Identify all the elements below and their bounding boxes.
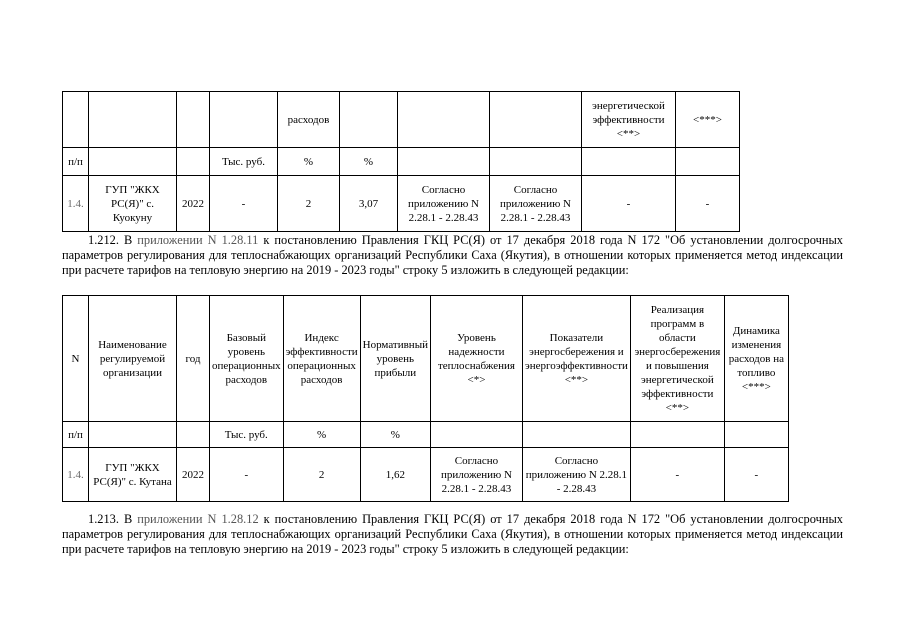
header-cell: Наименование регулируемой организации [89, 296, 177, 422]
unit-cell: % [340, 148, 398, 176]
unit-cell [89, 148, 177, 176]
unit-cell [582, 148, 676, 176]
unit-cell [630, 422, 724, 448]
organization-name: ГУП "ЖКХ РС(Я)" с. Куокуну [89, 176, 177, 232]
table-units-row [63, 148, 740, 176]
header-cell: Динамика изменения расходов на топливо <***> [724, 296, 788, 422]
base-cost-cell: - [210, 448, 284, 502]
header-cell: Базовый уровень операционных расходов [210, 296, 284, 422]
header-cell [340, 92, 398, 148]
fuel-dynamics-cell: - [676, 176, 740, 232]
table-kutana [62, 295, 789, 502]
table-units-row [63, 422, 789, 448]
header-cell [398, 92, 490, 148]
unit-cell: % [360, 422, 430, 448]
header-cell: расходов [278, 92, 340, 148]
program-cell: - [582, 176, 676, 232]
unit-cell [490, 148, 582, 176]
organization-name: ГУП "ЖКХ РС(Я)" с. Кутана [89, 448, 177, 502]
table-continuation [62, 91, 740, 232]
appendix-link[interactable]: приложении N 1.28.12 [137, 512, 259, 526]
paragraph-prefix: 1.212. В [88, 233, 138, 247]
efficiency-index-cell: 2 [278, 176, 340, 232]
base-cost-cell: - [210, 176, 278, 232]
header-cell: Реализация программ в области энергосбережения и повышения энергетической эффективности <**> [630, 296, 724, 422]
paragraph-text: к постановлению Правления ГКЦ РС(Я) от 17 декабря 2018 года N 172 "Об установлении долгосрочных параметров регулирования для теплоснабжающих организаций Республики Саха (Якутия), в отношении которых применяется метод индексации при расчете тарифов на тепловую энергию на 2019 - 2023 годы" строку 5 изложить в следующей редакции: [62, 233, 843, 277]
unit-cell: % [278, 148, 340, 176]
unit-cell: п/п [63, 148, 89, 176]
header-cell [63, 92, 89, 148]
header-cell [89, 92, 177, 148]
header-cell [210, 92, 278, 148]
unit-cell [177, 148, 210, 176]
profit-level-cell: 1,62 [360, 448, 430, 502]
unit-cell [177, 422, 210, 448]
energy-saving-cell: Согласно приложению N 2.28.1 - 2.28.43 [490, 176, 582, 232]
paragraph-prefix: 1.213. В [88, 512, 138, 526]
unit-cell: Тыс. руб. [210, 422, 284, 448]
unit-cell: Тыс. руб. [210, 148, 278, 176]
unit-cell [522, 422, 630, 448]
profit-level-cell: 3,07 [340, 176, 398, 232]
header-cell: энергетической эффективности <**> [582, 92, 676, 148]
row-number: 1.4. [63, 448, 89, 502]
row-number: 1.4. [63, 176, 89, 232]
header-cell: N [63, 296, 89, 422]
unit-cell: п/п [63, 422, 89, 448]
reliability-cell: Согласно приложению N 2.28.1 - 2.28.43 [398, 176, 490, 232]
header-cell [490, 92, 582, 148]
header-cell: Показатели энергосбережения и энергоэффективности <**> [522, 296, 630, 422]
paragraph-1-212 [62, 233, 843, 278]
header-cell: Нормативный уровень прибыли [360, 296, 430, 422]
table-header-row [63, 296, 789, 422]
year-cell: 2022 [177, 448, 210, 502]
header-cell [177, 92, 210, 148]
header-cell: год [177, 296, 210, 422]
unit-cell [676, 148, 740, 176]
paragraph-text: к постановлению Правления ГКЦ РС(Я) от 17 декабря 2018 года N 172 "Об установлении долгосрочных параметров регулирования для теплоснабжающих организаций Республики Саха (Якутия), в отношении которых применяется метод индексации при расчете тарифов на тепловую энергию на 2019 - 2023 годы" строку 5 изложить в следующей редакции: [62, 512, 844, 556]
table-row [63, 448, 789, 502]
efficiency-index-cell: 2 [283, 448, 360, 502]
unit-cell [430, 422, 522, 448]
year-cell: 2022 [177, 176, 210, 232]
energy-saving-cell: Согласно приложению N 2.28.1 - 2.28.43 [522, 448, 630, 502]
table-row [63, 176, 740, 232]
table-header-row [63, 92, 740, 148]
reliability-cell: Согласно приложению N 2.28.1 - 2.28.43 [430, 448, 522, 502]
header-cell: Индекс эффективности операционных расходов [283, 296, 360, 422]
unit-cell [89, 422, 177, 448]
paragraph-1-213 [62, 512, 843, 557]
header-cell: <***> [676, 92, 740, 148]
unit-cell [398, 148, 490, 176]
unit-cell: % [283, 422, 360, 448]
appendix-link[interactable]: приложении N 1.28.11 [137, 233, 259, 247]
unit-cell [724, 422, 788, 448]
fuel-dynamics-cell: - [724, 448, 788, 502]
program-cell: - [630, 448, 724, 502]
header-cell: Уровень надежности теплоснабжения <*> [430, 296, 522, 422]
